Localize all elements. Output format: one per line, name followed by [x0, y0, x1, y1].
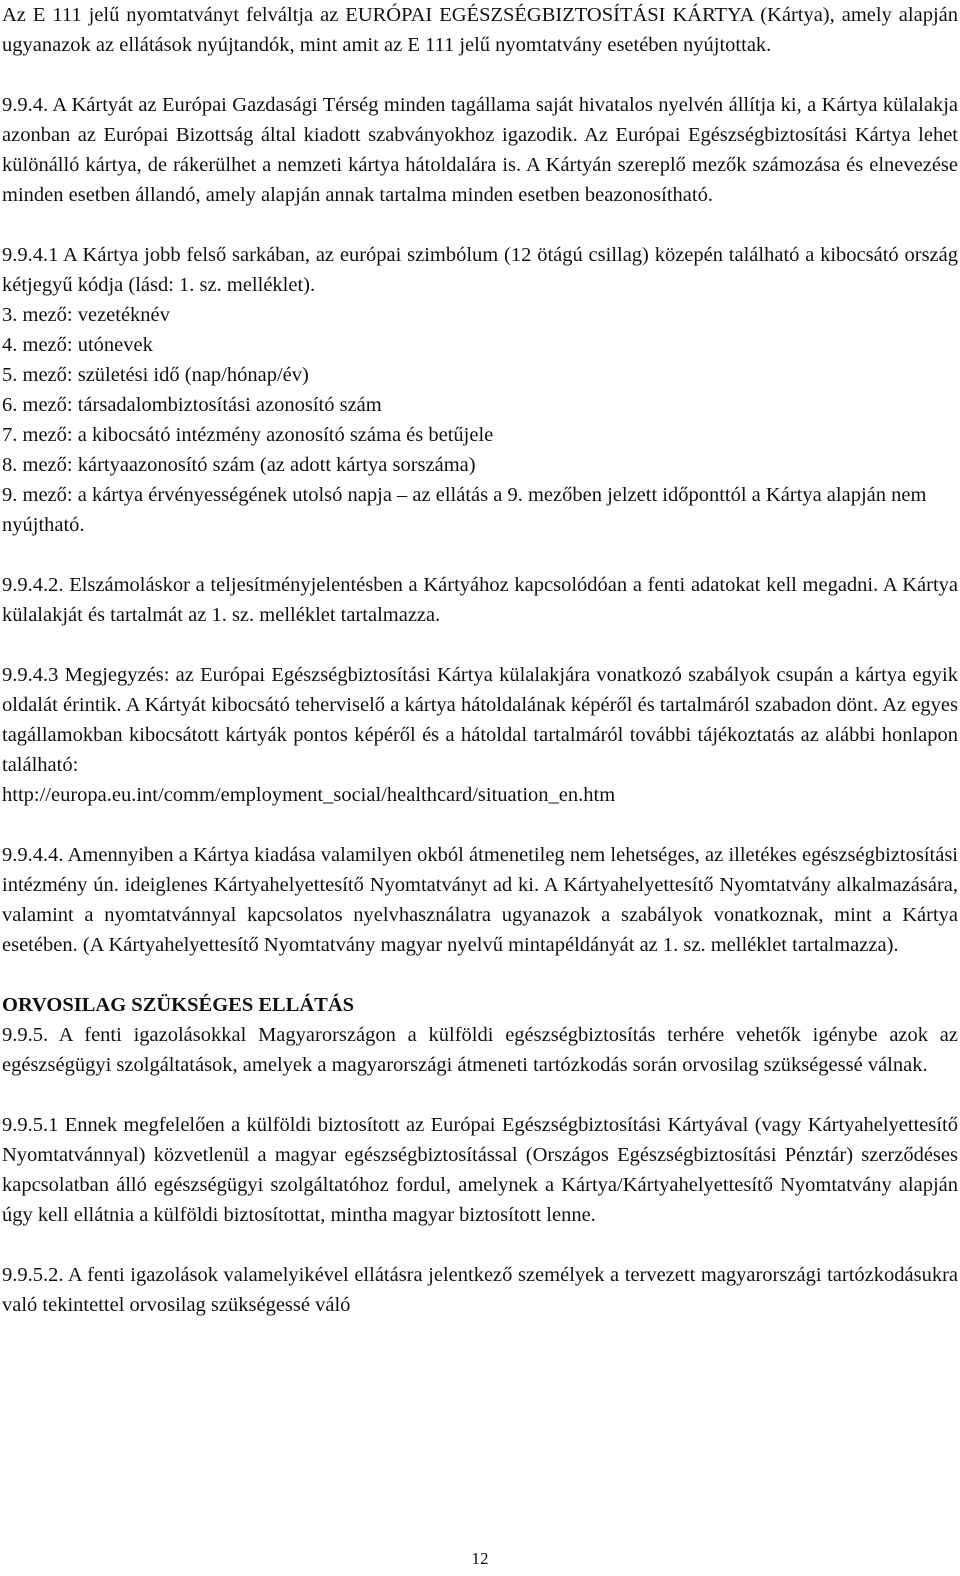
- list-item: 5. mező: születési idő (nap/hónap/év): [2, 364, 309, 386]
- list-item: 9. mező: a kártya érvényességének utolsó napja – az ellátás a 9. mezőben jelzett időponttól a Kártya alapján nem nyújtható.: [2, 484, 927, 536]
- section-9-9-4-2-paragraph: 9.9.4.2. Elszámoláskor a teljesítményjelentésben a Kártyához kapcsolódóan a fenti adatokat kell megadni. A Kártya külalakját és tartalmát az 1. sz. melléklet tartalmazza.: [2, 574, 958, 626]
- section-9-9-4-1-paragraph: 9.9.4.1 A Kártya jobb felső sarkában, az európai szimbólum (12 ötágú csillag) közepén található a kibocsátó ország kétjegyű kódja (lásd: 1. sz. melléklet).: [2, 244, 958, 296]
- section-9-9-5-paragraph: 9.9.5. A fenti igazolásokkal Magyarországon a külföldi egészségbiztosítás terhére vehetők igénybe azok az egészségügyi szolgáltatások, amelyek a magyarországi átmeneti tartózkodás során orvosilag szükségessé válnak.: [2, 1024, 958, 1076]
- page-number: 12: [471, 1549, 489, 1568]
- list-item: 6. mező: társadalombiztosítási azonosító szám: [2, 394, 382, 416]
- section-9-9-5-2-paragraph: 9.9.5.2. A fenti igazolások valamelyikével ellátásra jelentkező személyek a tervezett magyarországi tartózkodásukra való tekintettel orvosilag szükségessé váló: [2, 1264, 958, 1316]
- list-item: 7. mező: a kibocsátó intézmény azonosító száma és betűjele: [2, 424, 494, 446]
- section-heading: ORVOSILAG SZÜKSÉGES ELLÁTÁS: [2, 994, 355, 1016]
- intro-paragraph: Az E 111 jelű nyomtatványt felváltja az EURÓPAI EGÉSZSÉGBIZTOSÍTÁSI KÁRTYA (Kártya), amely alapján ugyanazok az ellátások nyújtandók, mint amit az E 111 jelű nyomtatvány esetében nyújtottak.: [2, 4, 958, 56]
- section-9-9-5-1-paragraph: 9.9.5.1 Ennek megfelelően a külföldi biztosított az Európai Egészségbiztosítási Kártyával (vagy Kártyahelyettesítő Nyomtatvánnyal) közvetlenül a magyar egészségbiztosítással (Országos Egészségbiztosítási Pénztár) szerződéses kapcsolatban álló egészségügyi szolgáltatóhoz fordul, amelynek a Kártya/Kártyahelyettesítő Nyomtatvány alapján úgy kell ellátnia a külföldi biztosítottat, mintha magyar biztosított lenne.: [2, 1114, 958, 1226]
- list-item: 3. mező: vezetéknév: [2, 304, 170, 326]
- section-9-9-4-paragraph: 9.9.4. A Kártyát az Európai Gazdasági Térség minden tagállama saját hivatalos nyelvén állítja ki, a Kártya külalakja azonban az Európai Bizottság által kiadott szabványokhoz igazodik. Az Európai Egészségbiztosítási Kártya lehet különálló kártya, de rákerülhet a nemzeti kártya hátoldalára is. A Kártyán szereplő mezők számozása és elnevezése minden esetben állandó, amely alapján annak tartalma minden esetben beazonosítható.: [2, 94, 958, 206]
- section-9-9-4-4-paragraph: 9.9.4.4. Amennyiben a Kártya kiadása valamilyen okból átmenetileg nem lehetséges, az illetékes egészségbiztosítási intézmény ún. ideiglenes Kártyahelyettesítő Nyomtatványt ad ki. A Kártyahelyettesítő Nyomtatvány alkalmazására, valamint a nyomtatvánnyal kapcsolatos nyelvhasználatra ugyanazok a szabályok vonatkoznak, mint a Kártya esetében. (A Kártyahelyettesítő Nyomtatvány magyar nyelvű mintapéldányát az 1. sz. melléklet tartalmazza).: [2, 844, 958, 956]
- list-item: 8. mező: kártyaazonosító szám (az adott kártya sorszáma): [2, 454, 476, 476]
- card-fields-list: [2, 300, 958, 540]
- section-9-9-4-3-paragraph: 9.9.4.3 Megjegyzés: az Európai Egészségbiztosítási Kártya külalakjára vonatkozó szabályok csupán a kártya egyik oldalát érintik. A Kártyát kibocsátó teherviselő a kártya hátoldalának képéről és tartalmáról szabadon dönt. Az egyes tagállamokban kibocsátott kártyák pontos képéről és a hátoldal tartalmáról további tájékoztatás az alábbi honlapon található:: [2, 664, 958, 776]
- healthcard-url-link[interactable]: http://europa.eu.int/comm/employment_social/healthcard/situation_en.htm: [2, 784, 616, 806]
- list-item: 4. mező: utónevek: [2, 334, 153, 356]
